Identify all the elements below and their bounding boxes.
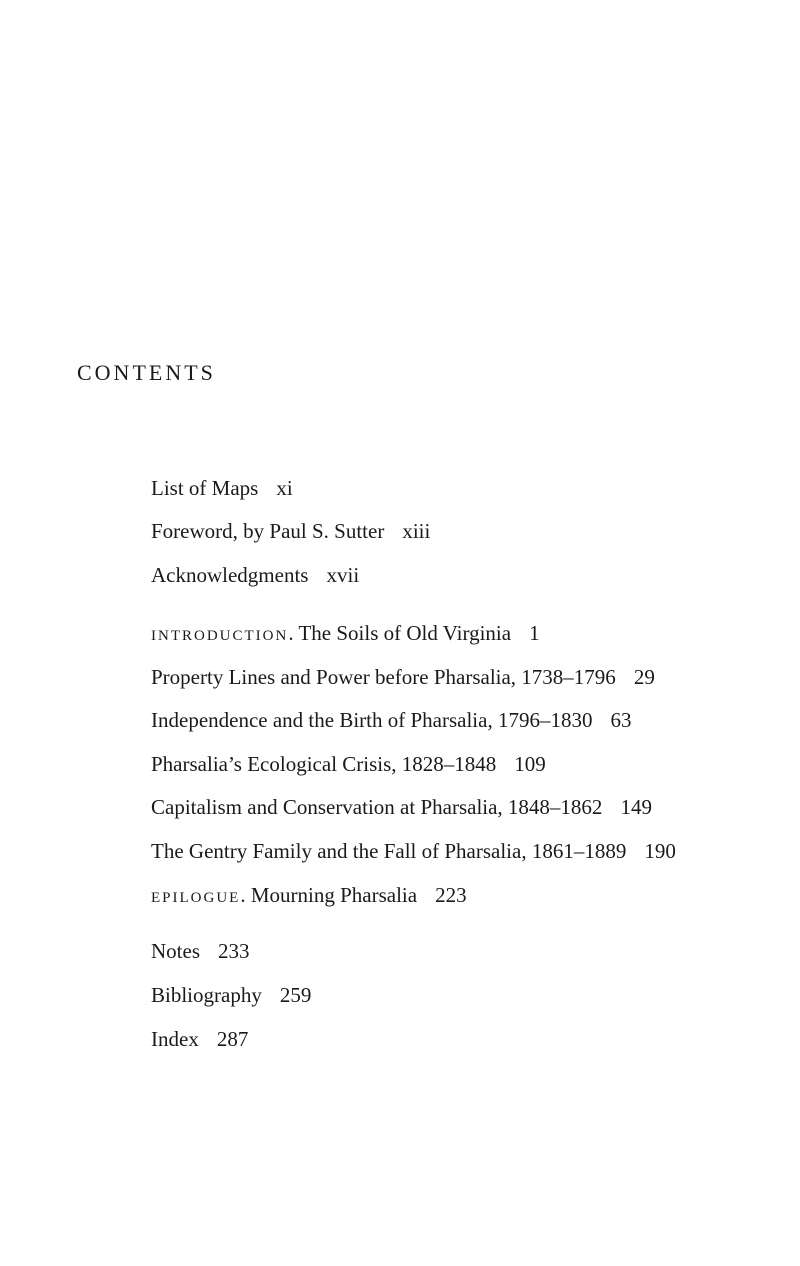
toc-entry-text: [151, 1024, 248, 1054]
toc-entry-title: Property Lines and Power before Pharsalia, 1738–1796: [151, 665, 616, 689]
toc-entry-title: Independence and the Birth of Pharsalia, 1796–1830: [151, 708, 593, 732]
toc-entry-label: introduction: [151, 621, 289, 645]
toc-entry-page: xi: [276, 476, 293, 500]
toc-entry-text: [151, 880, 467, 910]
toc-entry-text: [151, 936, 250, 966]
toc-entry-text: [151, 705, 631, 735]
toc-entry-page: 287: [216, 1027, 249, 1051]
toc-entry-text: [151, 560, 359, 590]
toc-entry-text: [151, 473, 293, 503]
toc-entry-page: 190: [644, 839, 676, 863]
toc-entry-page: 109: [514, 752, 546, 776]
toc-entry-title: Notes: [151, 939, 200, 963]
toc-entry-title: List of Maps: [151, 476, 259, 500]
toc-entry-title: The Gentry Family and the Fall of Pharsalia, 1861–1889: [151, 839, 627, 863]
toc-entry-title: . The Soils of Old Virginia: [288, 621, 512, 645]
toc-entry-text: [151, 662, 655, 692]
toc-entry-text: [151, 618, 540, 648]
toc-entry-page: 233: [218, 939, 250, 963]
toc-entry-title: Index: [151, 1027, 199, 1051]
toc-entry-title: Acknowledgments: [151, 563, 309, 587]
toc-entry-title: Pharsalia’s Ecological Crisis, 1828–1848: [151, 752, 497, 776]
toc-entry-text: [151, 749, 546, 779]
toc-entry-title: Capitalism and Conservation at Pharsalia, 1848–1862: [151, 795, 603, 819]
toc-entry-page: 29: [633, 665, 655, 689]
toc-entry-page: 1: [529, 621, 540, 645]
toc-entry-text: [151, 792, 652, 822]
toc-entry-page: 223: [435, 883, 467, 907]
toc-entry-page: xvii: [326, 563, 360, 587]
toc-entry-text: [151, 516, 430, 546]
toc-entry-label: epilogue: [151, 883, 241, 907]
toc-entry-page: 63: [610, 708, 632, 732]
toc-entry-page: 149: [620, 795, 652, 819]
toc-entry-text: [151, 980, 311, 1010]
toc-entry-page: 259: [279, 983, 312, 1007]
toc-entry-title: Foreword, by Paul S. Sutter: [151, 519, 385, 543]
page-title: CONTENTS: [77, 360, 216, 385]
toc-entry-title: Bibliography: [151, 983, 262, 1007]
toc-entry-title: . Mourning Pharsalia: [240, 883, 418, 907]
toc-entry-page: xiii: [402, 519, 431, 543]
toc-entry-text: [151, 836, 676, 866]
